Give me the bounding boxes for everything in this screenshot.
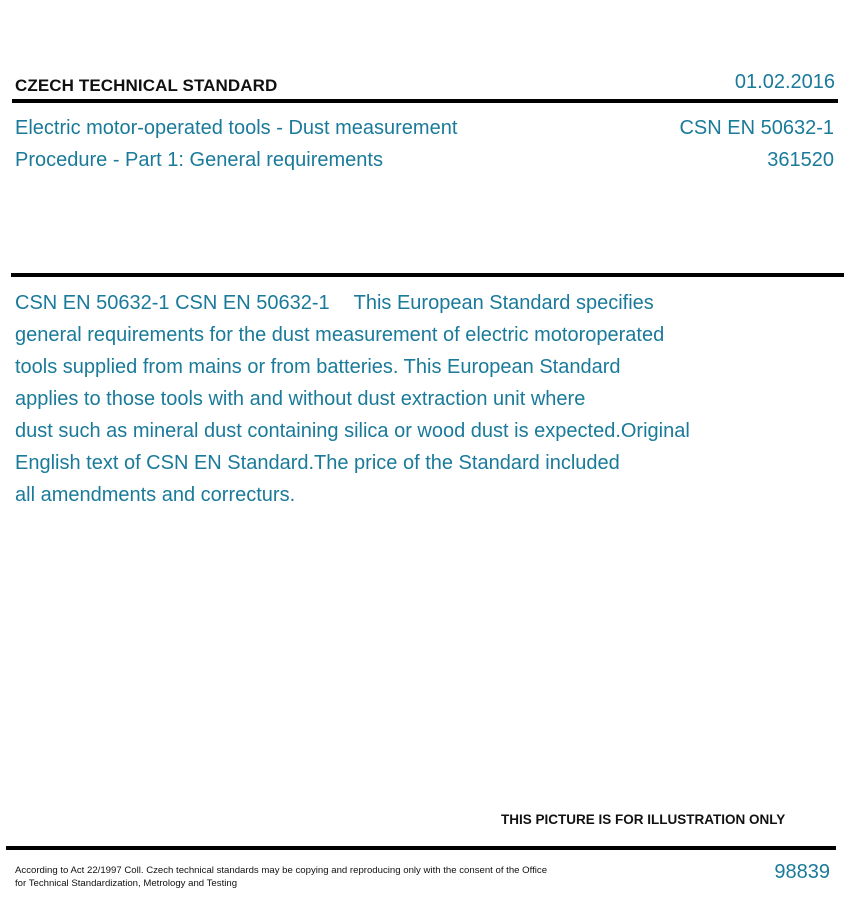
legal-notice-line-1: According to Act 22/1997 Coll. Czech technical standards may be copying and reproducing only with the consent of the Office xyxy=(15,865,548,876)
header-divider xyxy=(12,99,838,103)
legal-notice-line-2: for Technical Standardization, Metrology and Testing xyxy=(15,878,238,889)
standard-title-line-1: Electric motor-operated tools - Dust measurement xyxy=(15,117,458,139)
standard-designation: CSN EN 50632-1 xyxy=(679,117,834,139)
summary-line: general requirements for the dust measurement of electric motoroperated xyxy=(15,324,665,346)
summary-line: tools supplied from mains or from batteries. This European Standard xyxy=(15,356,621,378)
legal-notice xyxy=(15,864,585,890)
summary-line: English text of CSN EN Standard.The price of the Standard included xyxy=(15,452,620,474)
standard-summary xyxy=(15,287,775,511)
publication-date: 01.02.2016 xyxy=(734,71,835,93)
standard-title-line-2: Procedure - Part 1: General requirements xyxy=(15,149,383,171)
document-type-heading: CZECH TECHNICAL STANDARD xyxy=(15,76,278,95)
footer-divider xyxy=(6,846,836,850)
summary-line: all amendments and correcturs. xyxy=(15,484,296,506)
illustration-note: THIS PICTURE IS FOR ILLUSTRATION ONLY xyxy=(501,812,786,827)
section-divider xyxy=(11,273,844,277)
summary-line: applies to those tools with and without dust extraction unit where xyxy=(15,388,586,410)
standard-class-number: 361520 xyxy=(767,149,834,171)
catalog-code: 98839 xyxy=(774,861,830,883)
summary-line: dust such as mineral dust containing silica or wood dust is expected.Original xyxy=(15,420,690,442)
summary-line: CSN EN 50632-1 CSN EN 50632-1 This European Standard specifies xyxy=(15,292,654,314)
